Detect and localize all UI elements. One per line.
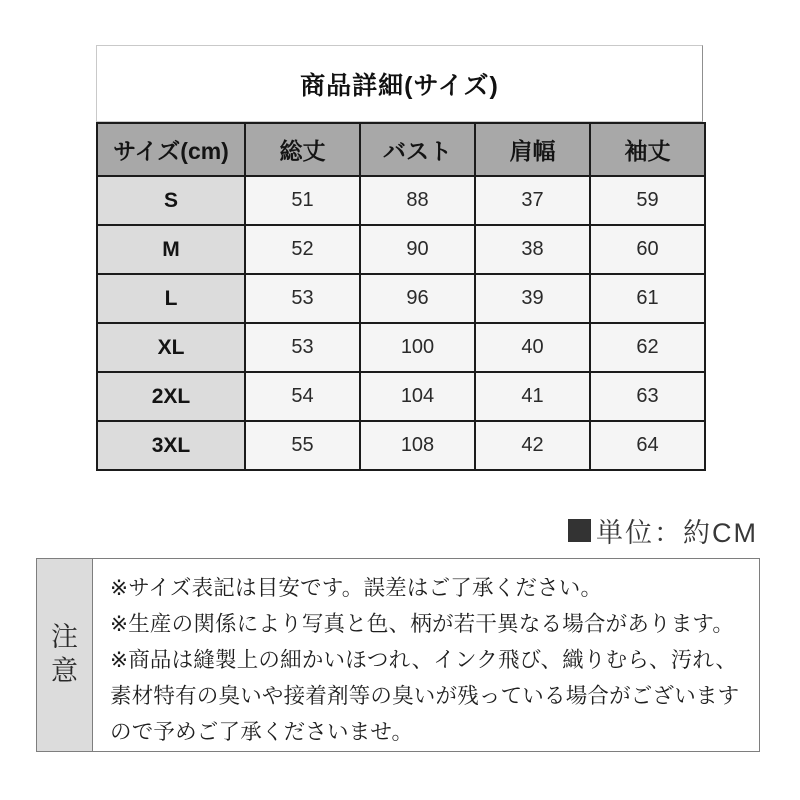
table-row [97,225,705,274]
notice-line: ※生産の関係により写真と色、柄が若干異なる場合があります。 [110,612,735,636]
header-cell-size: サイズ(cm) [97,123,245,176]
value-cell: 53 [245,323,360,372]
notice-line: 素材特有の臭いや接着剤等の臭いが残っている場合がございます [110,684,740,708]
notice-label: 注意 [50,622,78,686]
header-cell-sleeve: 袖丈 [590,123,705,176]
notice-line: ※商品は縫製上の細かいほつれ、インク飛び、織りむら、汚れ、 [110,648,738,672]
size-table [96,122,706,471]
value-cell: 54 [245,372,360,421]
size-label: S [97,176,245,225]
table-row [97,274,705,323]
table-row [97,176,705,225]
value-cell: 61 [590,274,705,323]
value-cell: 38 [475,225,590,274]
value-cell: 63 [590,372,705,421]
size-label: 3XL [97,421,245,470]
unit-square-icon [568,519,591,542]
notice-body [93,559,759,751]
size-label: M [97,225,245,274]
value-cell: 40 [475,323,590,372]
value-cell: 90 [360,225,475,274]
value-cell: 108 [360,421,475,470]
size-chart-title: 商品詳細(サイズ) [96,45,703,122]
value-cell: 39 [475,274,590,323]
value-cell: 42 [475,421,590,470]
notice-line: ※サイズ表記は目安です。誤差はご了承ください。 [110,576,603,600]
value-cell: 37 [475,176,590,225]
size-label: L [97,274,245,323]
value-cell: 62 [590,323,705,372]
value-cell: 41 [475,372,590,421]
table-row [97,323,705,372]
value-cell: 55 [245,421,360,470]
value-cell: 104 [360,372,475,421]
size-label: XL [97,323,245,372]
table-row [97,421,705,470]
size-label: 2XL [97,372,245,421]
header-cell-total-length: 総丈 [245,123,360,176]
value-cell: 53 [245,274,360,323]
notice-box [36,558,760,752]
header-cell-shoulder: 肩幅 [475,123,590,176]
unit-label: 単位：約CM [596,518,758,548]
value-cell: 88 [360,176,475,225]
value-cell: 59 [590,176,705,225]
notice-line: ので予めご了承くださいませ。 [110,720,414,744]
header-cell-bust: バスト [360,123,475,176]
value-cell: 96 [360,274,475,323]
value-cell: 64 [590,421,705,470]
value-cell: 60 [590,225,705,274]
unit-label-row [568,511,758,550]
size-table-header-row [97,123,705,176]
table-row [97,372,705,421]
value-cell: 52 [245,225,360,274]
value-cell: 100 [360,323,475,372]
value-cell: 51 [245,176,360,225]
notice-sidebar [37,559,93,751]
